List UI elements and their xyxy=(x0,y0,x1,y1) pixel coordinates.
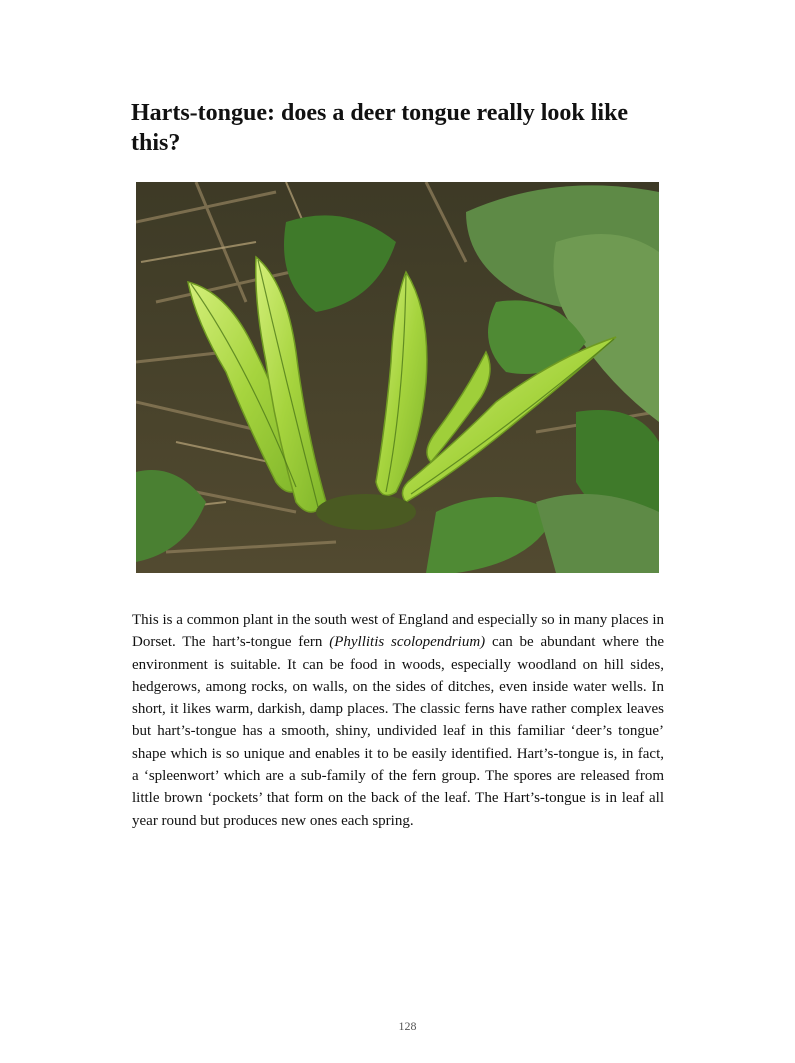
scientific-name: (Phyllitis scolopendrium) xyxy=(329,634,486,651)
page-number: 128 xyxy=(398,1019,417,1033)
body-text-lead: This is a common plant in the south west of England and especially so in many places in Dorset. The hart’s-tongue fern xyxy=(132,612,664,651)
body-paragraph xyxy=(132,609,664,832)
body-text-rest: can be abundant where the environment is suitable. It can be food in woods, especially woodland on hill sides, hedgerows, among rocks, on walls, on the sides of ditches, even inside water wells. In short, it likes warm, darkish, damp places. The classic ferns have rather complex leaves but hart’s-tongue has a smooth, shiny, undivided leaf in this familiar ‘deer’s tongue’ shape which is so unique and enables it to be easily identified. Hart’s-tongue is, in fact, a ‘spleenwort’ which are a sub-family of the fern group. The spores are released from little brown ‘pockets’ that form on the back of the leaf. The Hart’s-tongue is in leaf all year round but produces new ones each spring. xyxy=(132,634,664,829)
harts-tongue-fern-photo xyxy=(136,182,659,573)
page-title: Harts-tongue: does a deer tongue really look like this? xyxy=(131,100,629,156)
